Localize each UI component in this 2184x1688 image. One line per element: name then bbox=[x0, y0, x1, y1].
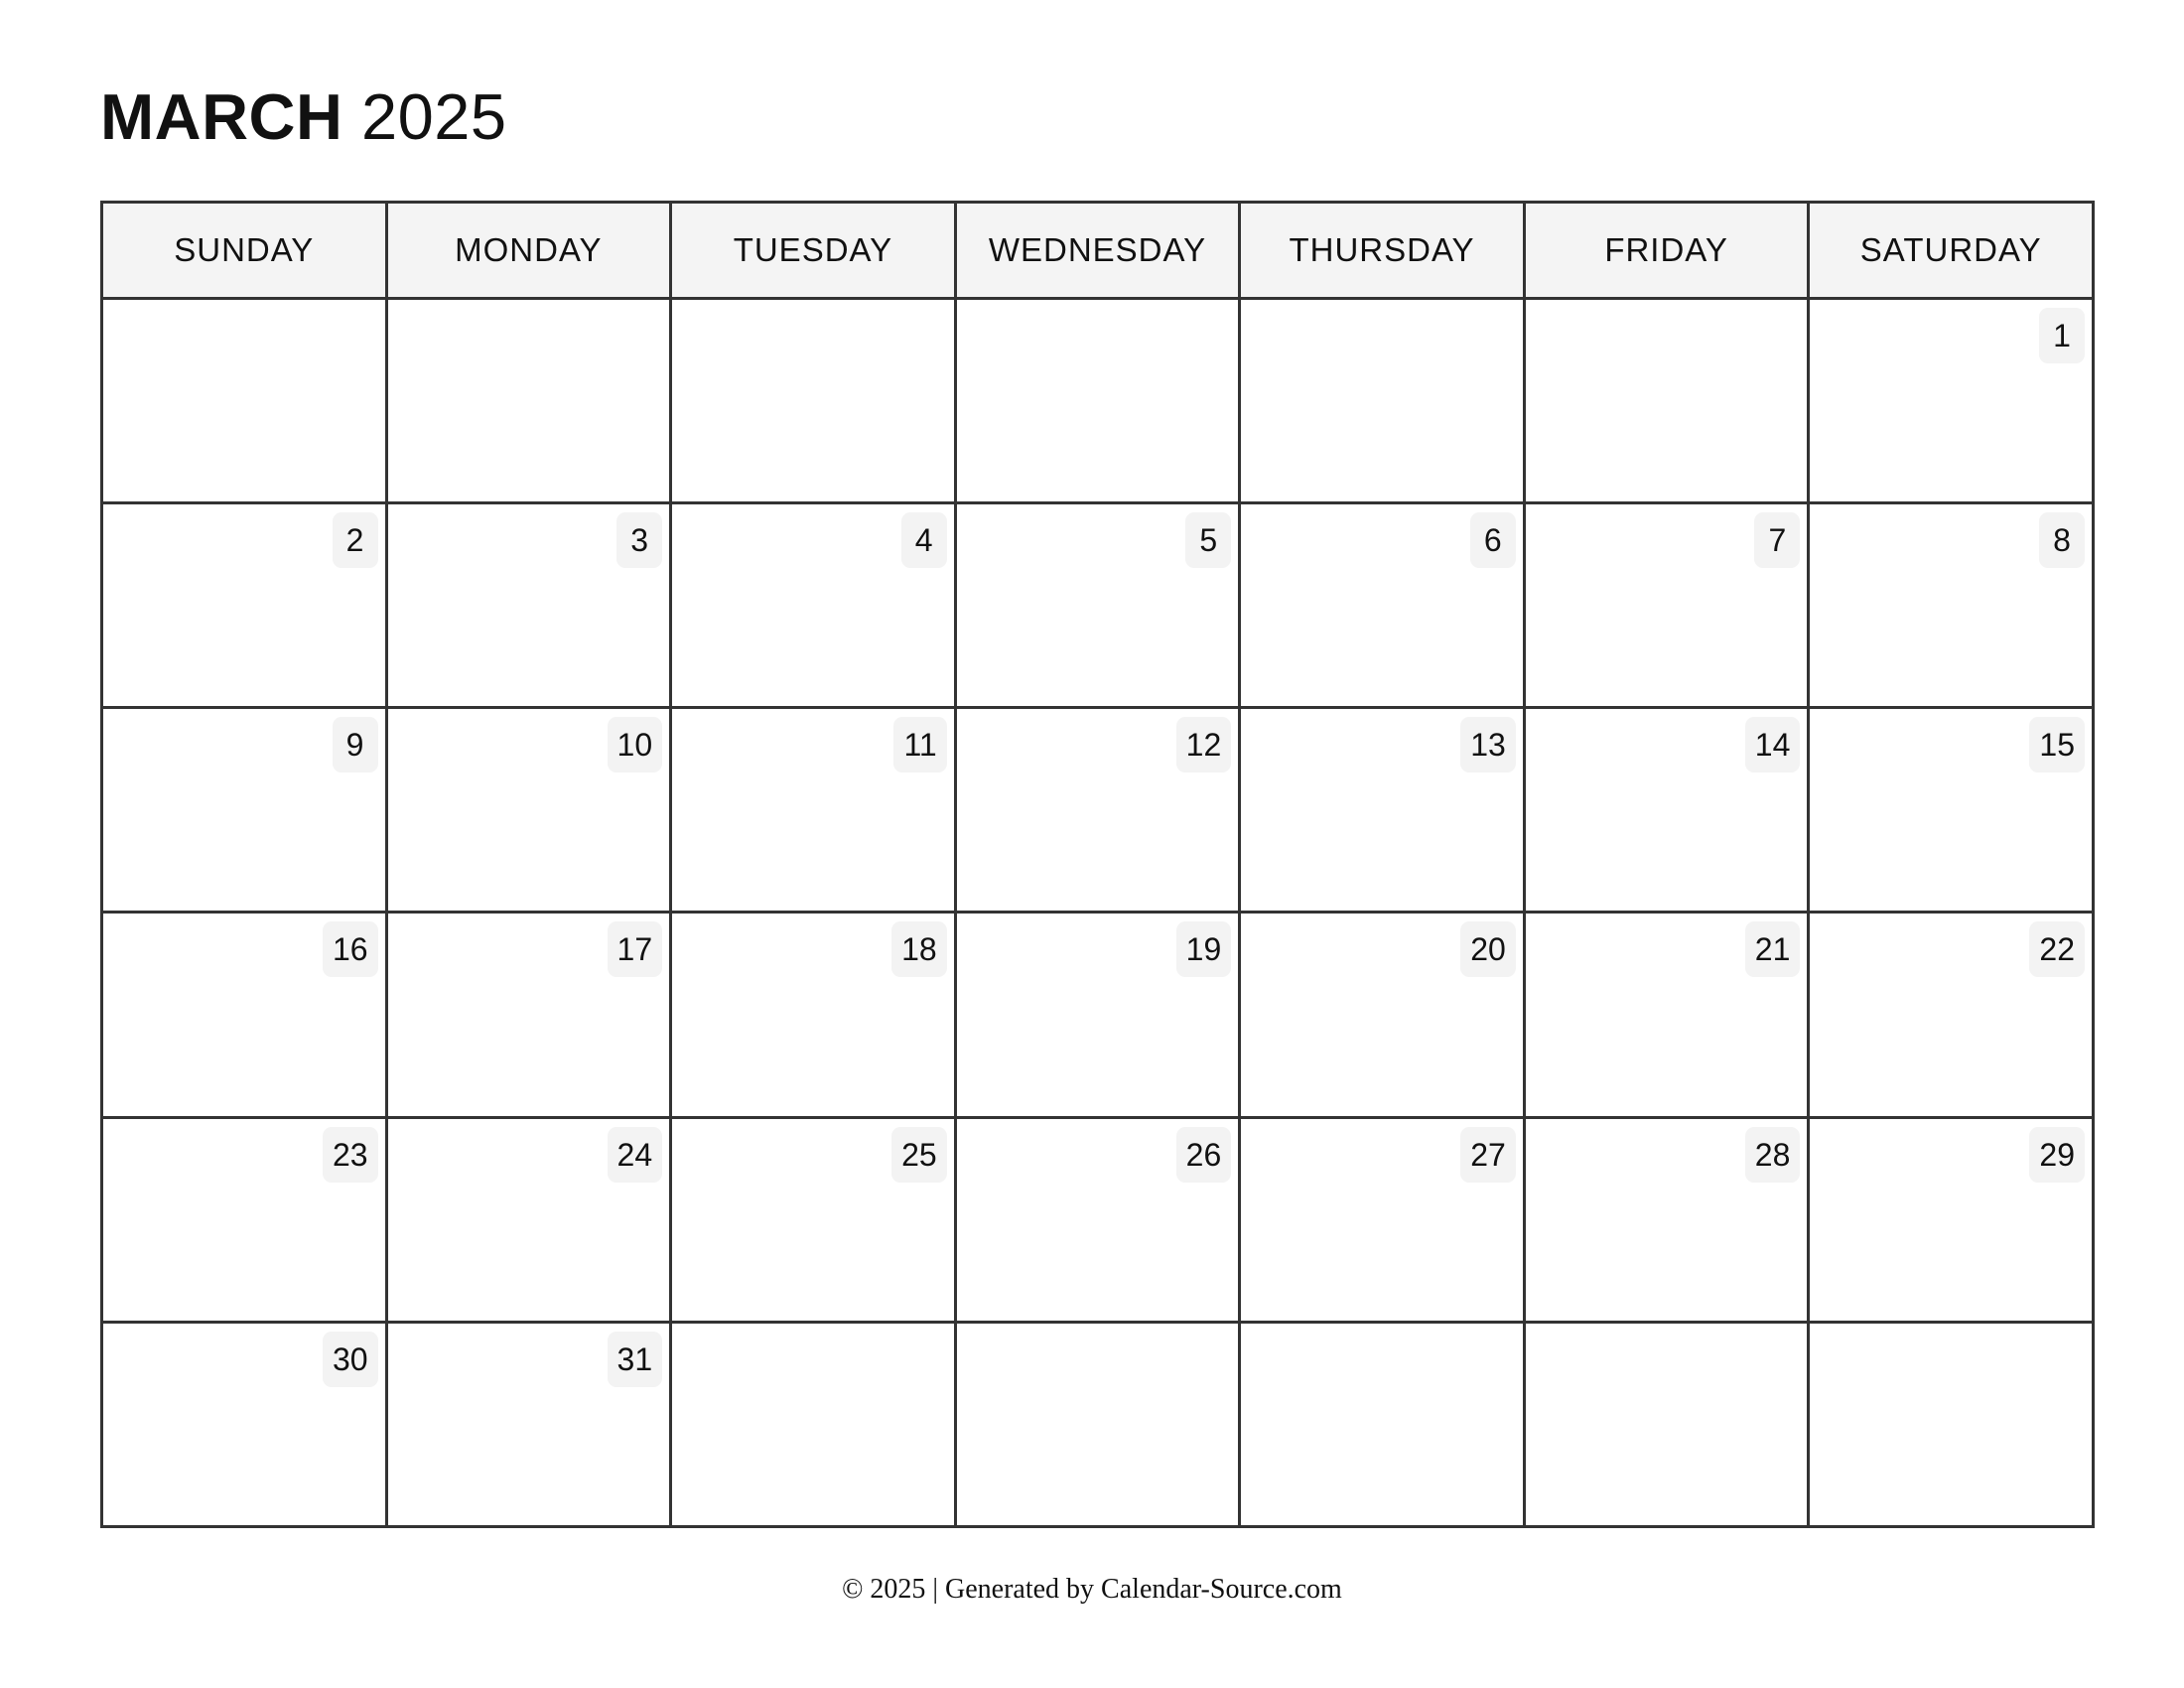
day-number: 27 bbox=[1460, 1127, 1516, 1183]
day-cell bbox=[671, 708, 956, 913]
day-cell bbox=[671, 503, 956, 708]
day-number: 18 bbox=[891, 921, 947, 977]
day-cell bbox=[955, 503, 1240, 708]
day-cell bbox=[1809, 1117, 2094, 1322]
day-cell bbox=[102, 1117, 387, 1322]
title-year: 2025 bbox=[360, 80, 507, 153]
day-cell bbox=[1524, 913, 1809, 1117]
day-cell bbox=[102, 708, 387, 913]
day-number: 23 bbox=[323, 1127, 378, 1183]
day-number: 5 bbox=[1185, 512, 1231, 568]
day-number: 14 bbox=[1745, 717, 1801, 773]
page-title bbox=[100, 77, 507, 157]
day-number: 12 bbox=[1176, 717, 1232, 773]
weekday-header-saturday: SATURDAY bbox=[1809, 203, 2094, 299]
day-cell bbox=[1524, 1117, 1809, 1322]
week-row bbox=[102, 1322, 2094, 1526]
day-number: 11 bbox=[893, 717, 946, 773]
weekday-header-friday: FRIDAY bbox=[1524, 203, 1809, 299]
day-cell bbox=[1240, 708, 1525, 913]
day-number: 10 bbox=[608, 717, 663, 773]
week-row bbox=[102, 503, 2094, 708]
calendar-grid bbox=[100, 201, 2095, 1528]
day-cell bbox=[386, 299, 671, 503]
day-cell bbox=[671, 1117, 956, 1322]
day-number: 29 bbox=[2029, 1127, 2085, 1183]
day-cell bbox=[1809, 1322, 2094, 1526]
day-cell bbox=[1240, 299, 1525, 503]
day-cell bbox=[955, 299, 1240, 503]
day-cell bbox=[1240, 503, 1525, 708]
day-number: 17 bbox=[608, 921, 663, 977]
day-cell bbox=[1809, 913, 2094, 1117]
day-number: 9 bbox=[333, 717, 378, 773]
day-number: 1 bbox=[2039, 308, 2085, 363]
day-number: 15 bbox=[2029, 717, 2085, 773]
footer-credit: © 2025 | Generated by Calendar-Source.com bbox=[842, 1574, 1342, 1605]
day-cell bbox=[386, 1117, 671, 1322]
day-cell bbox=[102, 1322, 387, 1526]
day-cell bbox=[386, 503, 671, 708]
day-number: 19 bbox=[1176, 921, 1232, 977]
day-number: 6 bbox=[1470, 512, 1516, 568]
day-number: 16 bbox=[323, 921, 378, 977]
weekday-header-sunday: SUNDAY bbox=[102, 203, 387, 299]
day-cell bbox=[671, 913, 956, 1117]
day-cell bbox=[102, 913, 387, 1117]
week-row bbox=[102, 913, 2094, 1117]
day-number: 7 bbox=[1754, 512, 1800, 568]
day-number: 13 bbox=[1460, 717, 1516, 773]
day-number: 30 bbox=[323, 1332, 378, 1387]
weekday-header-wednesday: WEDNESDAY bbox=[955, 203, 1240, 299]
day-cell bbox=[955, 708, 1240, 913]
day-number: 24 bbox=[608, 1127, 663, 1183]
day-number: 20 bbox=[1460, 921, 1516, 977]
day-number: 28 bbox=[1745, 1127, 1801, 1183]
day-cell bbox=[955, 1322, 1240, 1526]
day-number: 26 bbox=[1176, 1127, 1232, 1183]
day-cell bbox=[386, 1322, 671, 1526]
day-number: 22 bbox=[2029, 921, 2085, 977]
day-cell bbox=[955, 913, 1240, 1117]
day-cell bbox=[1240, 913, 1525, 1117]
day-cell bbox=[1809, 503, 2094, 708]
weekday-header-monday: MONDAY bbox=[386, 203, 671, 299]
day-number: 25 bbox=[891, 1127, 947, 1183]
day-number: 3 bbox=[616, 512, 662, 568]
day-cell bbox=[1809, 708, 2094, 913]
week-row bbox=[102, 299, 2094, 503]
title-month: MARCH bbox=[100, 80, 343, 153]
day-cell bbox=[1809, 299, 2094, 503]
day-cell bbox=[955, 1117, 1240, 1322]
day-cell bbox=[1524, 299, 1809, 503]
day-cell bbox=[1524, 503, 1809, 708]
day-number: 8 bbox=[2039, 512, 2085, 568]
day-number: 21 bbox=[1745, 921, 1801, 977]
week-row bbox=[102, 708, 2094, 913]
day-number: 2 bbox=[333, 512, 378, 568]
day-cell bbox=[1524, 1322, 1809, 1526]
day-cell bbox=[1524, 708, 1809, 913]
day-number: 4 bbox=[901, 512, 947, 568]
weekday-header-row bbox=[102, 203, 2094, 299]
day-cell bbox=[1240, 1322, 1525, 1526]
day-cell bbox=[386, 913, 671, 1117]
day-cell bbox=[671, 1322, 956, 1526]
day-cell bbox=[102, 503, 387, 708]
week-row bbox=[102, 1117, 2094, 1322]
day-cell bbox=[1240, 1117, 1525, 1322]
weekday-header-thursday: THURSDAY bbox=[1240, 203, 1525, 299]
day-cell bbox=[386, 708, 671, 913]
day-cell bbox=[671, 299, 956, 503]
day-cell bbox=[102, 299, 387, 503]
day-number: 31 bbox=[608, 1332, 663, 1387]
weekday-header-tuesday: TUESDAY bbox=[671, 203, 956, 299]
